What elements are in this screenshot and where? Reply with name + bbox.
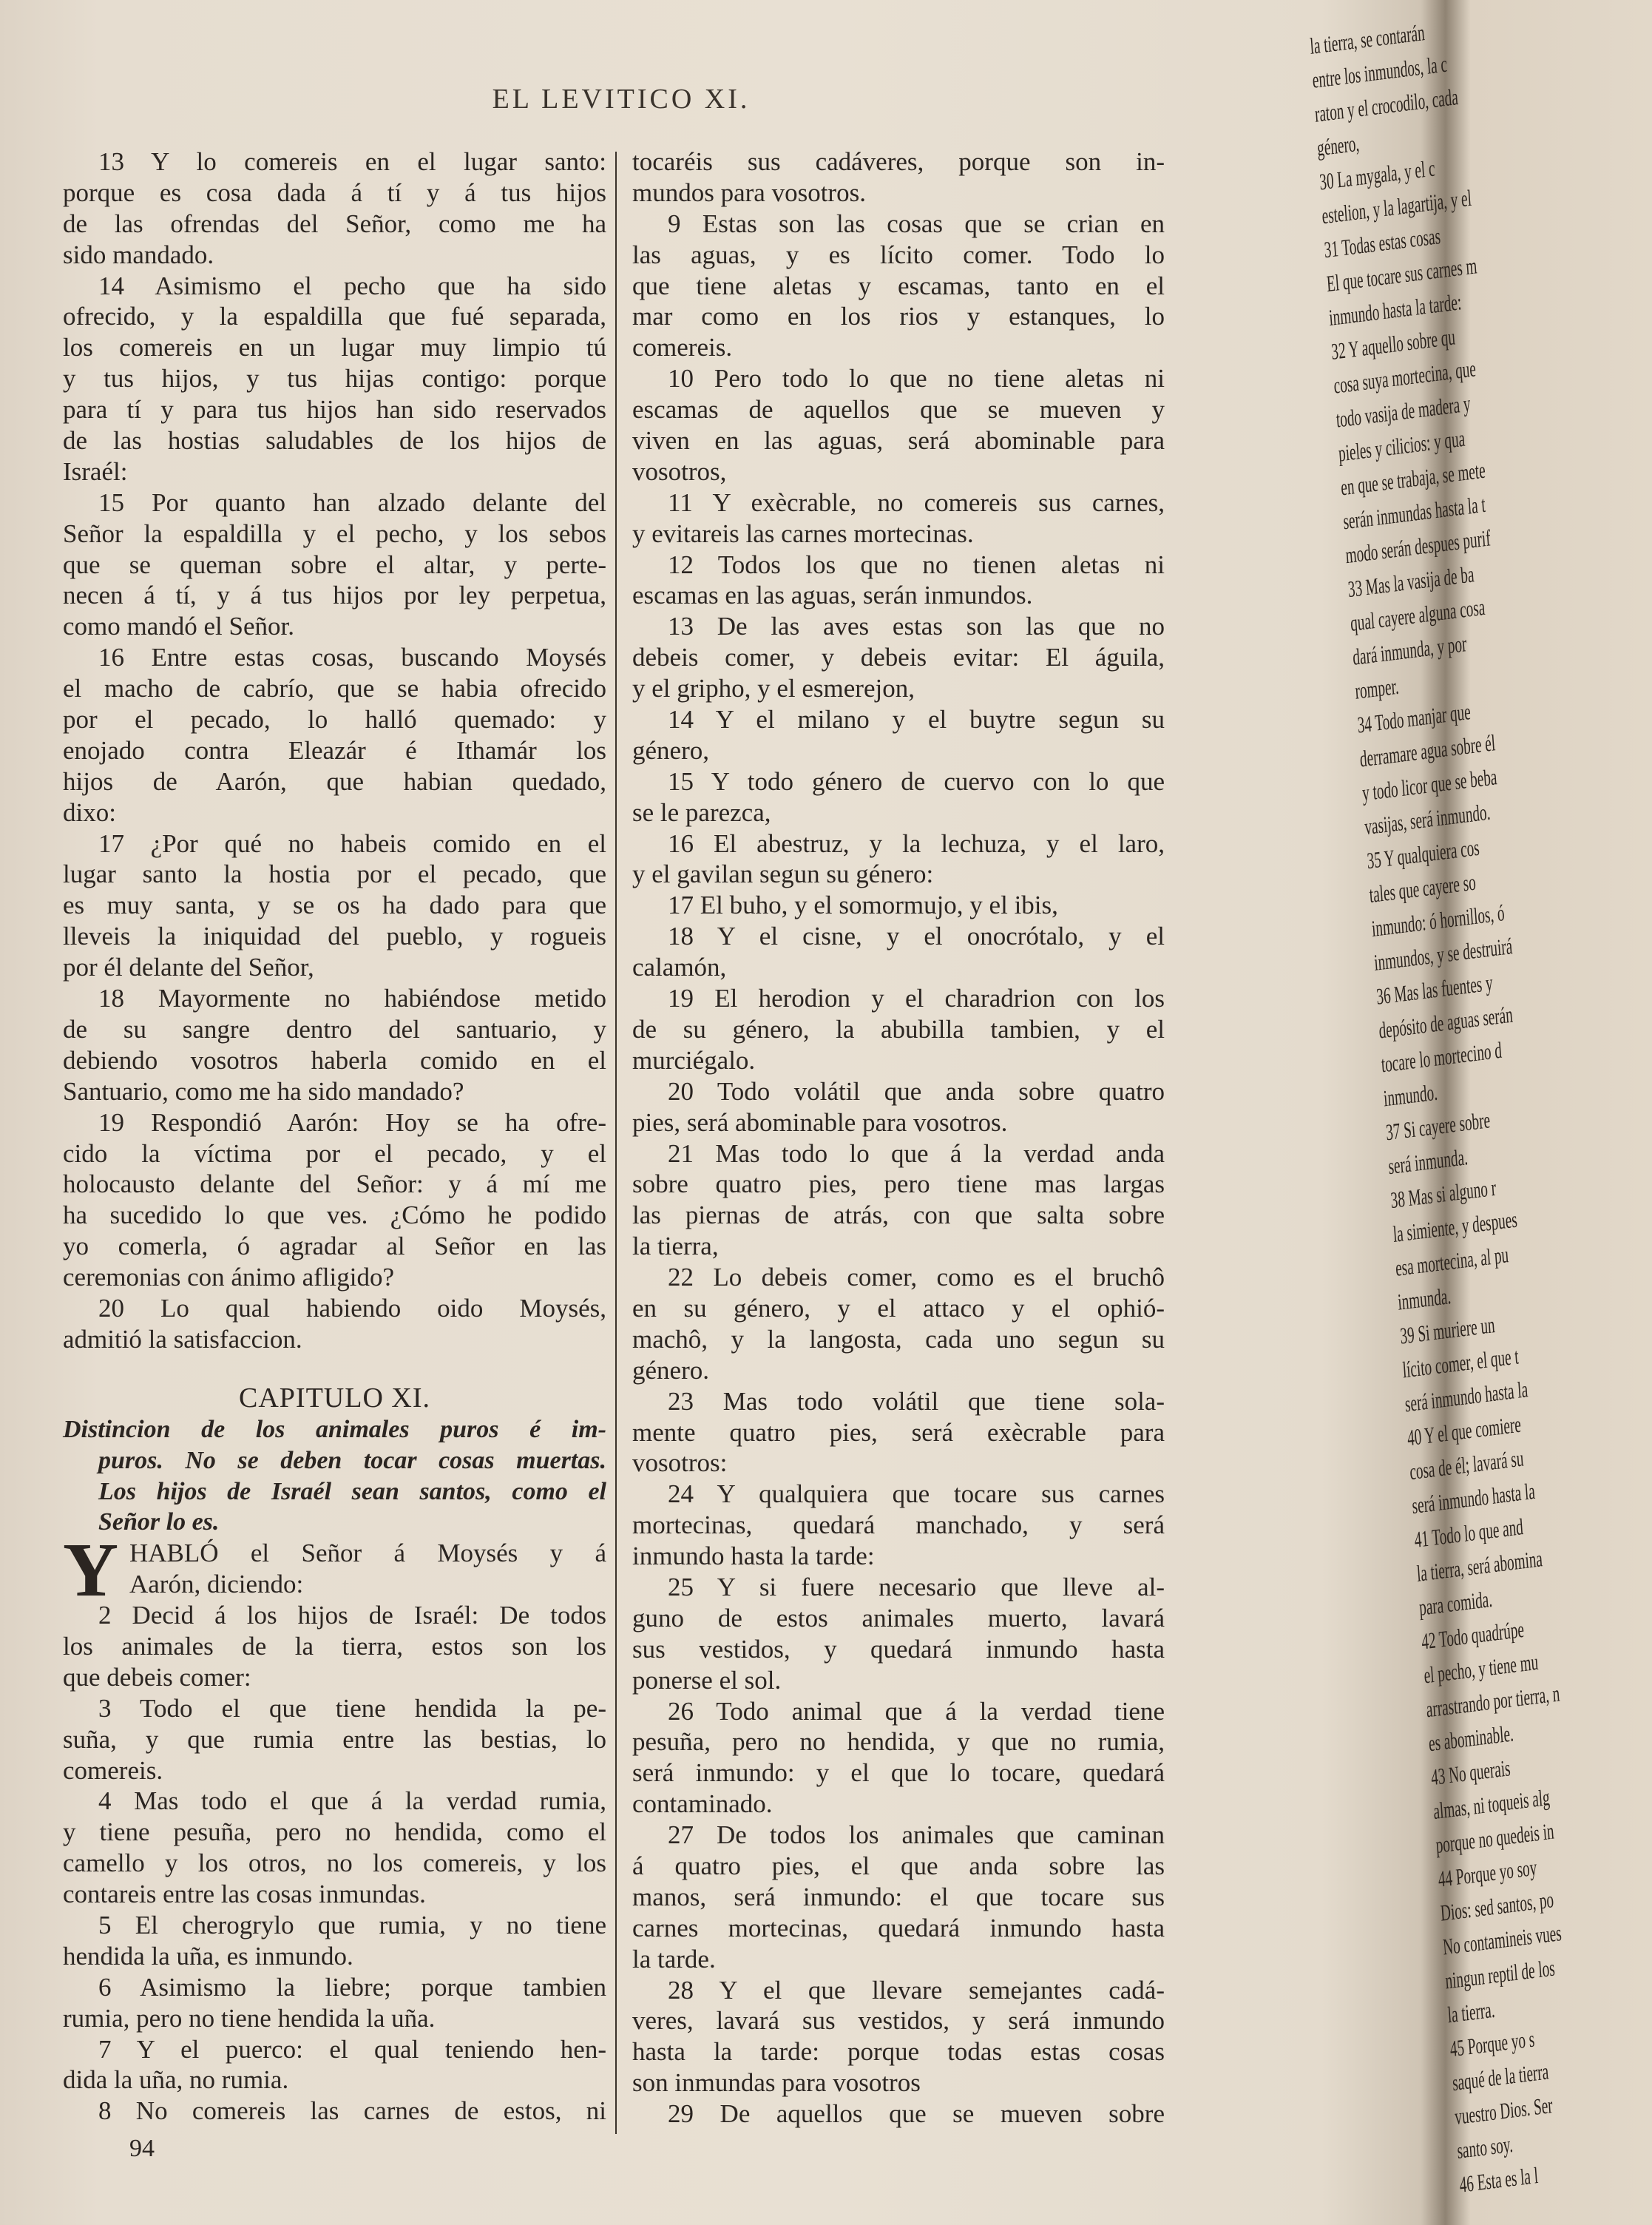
verse-line: necen á tí, y á tus hijos por ley perpetua, <box>63 581 606 610</box>
verse-line: 28 Y el que llevare semejantes cadá- <box>668 1975 1165 2005</box>
facing-line: almas, ni toqueis alg <box>1432 1783 1551 1825</box>
verse-line: 23 Mas todo volátil que tiene sola- <box>668 1386 1165 1416</box>
running-header: EL LEVITICO XI. <box>492 84 751 115</box>
facing-line: inmundo hasta la tarde: <box>1328 288 1463 331</box>
verse-line: género. <box>632 1355 709 1385</box>
facing-line: ningun reptil de los <box>1444 1954 1556 1994</box>
verse-line: machô, y la langosta, cada uno segun su <box>632 1324 1165 1354</box>
verse-line: 27 De todos los animales que caminan <box>668 1820 1165 1850</box>
facing-line: esa mortecina, al pu <box>1394 1241 1510 1281</box>
verse-paragraph <box>63 1786 606 1910</box>
facing-line: depósito de aguas serán <box>1378 1001 1514 1044</box>
facing-line: 45 Porque yo s <box>1449 2025 1536 2062</box>
verse-line: sus vestidos, y quedará inmundo hasta <box>632 1634 1165 1664</box>
facing-line: dará inmunda, y por <box>1352 630 1468 670</box>
facing-line: No contamineis vues <box>1442 1920 1563 1960</box>
facing-line: inmundo. <box>1382 1078 1438 1112</box>
verse-line: ofrecido, y la espaldilla que fué separada, <box>63 302 606 331</box>
verse-line: cido la víctima por el pecado, y el <box>63 1138 606 1168</box>
verse-paragraph <box>632 890 1165 921</box>
facing-line: lícito comer, el que t <box>1401 1343 1520 1383</box>
verse-line: 22 Lo debeis comer, como es el bruchô <box>668 1263 1165 1292</box>
verse-line: los comereis en un lugar muy limpio tú <box>63 333 606 362</box>
verse-line: el macho de cabrío, que se habia ofrecido <box>63 674 606 703</box>
column-divider <box>615 152 617 2134</box>
verse-line: será inmundo: y el que lo tocare, quedará <box>632 1758 1165 1788</box>
verse-paragraph <box>63 642 606 828</box>
verse-line: 17 ¿Por qué no habeis comido en el <box>98 828 606 858</box>
verse-line: que debeis comer: <box>63 1662 251 1692</box>
verse-line: porque es cosa dada á tí y á tus hijos <box>63 178 606 207</box>
facing-line: Dios: sed santos, po <box>1439 1886 1555 1926</box>
verse-paragraph <box>632 1975 1165 2099</box>
verse-line: lleveis la iniquidad del pueblo, y rogueis <box>63 922 606 951</box>
facing-line: la tierra, se contarán <box>1309 18 1426 59</box>
facing-line: es abominable. <box>1427 1720 1514 1757</box>
verse-line: debeis comer, y debeis evitar: El águila, <box>632 643 1165 672</box>
facing-line: el pecho, y tiene mu <box>1423 1648 1540 1689</box>
right-column <box>632 146 1165 2130</box>
verse-line: ha sucedido lo que ves. ¿Cómo he podido <box>63 1201 606 1230</box>
verse-line: los animales de la tierra, estos son los <box>63 1631 606 1661</box>
verse-line: 20 Lo qual habiendo oido Moysés, <box>98 1293 606 1323</box>
facing-line: arrastrando por tierra, n <box>1425 1680 1561 1723</box>
summary-line: Señor lo es. <box>98 1508 220 1536</box>
verse-line: 15 Por quanto han alzado delante del <box>98 487 606 517</box>
facing-line: cosa de él; lavará su <box>1409 1445 1525 1485</box>
verse-line: de las ofrendas del Señor, como me ha <box>63 209 606 238</box>
verse-line: lugar santo la hostia por el pecado, que <box>63 860 606 889</box>
verse-paragraph <box>632 1076 1165 1138</box>
verse-paragraph <box>632 1386 1165 1479</box>
verse-line: 21 Mas todo lo que á la verdad anda <box>668 1138 1165 1168</box>
verse-line: rumia, pero no tiene hendida la uña. <box>63 2003 436 2033</box>
verse-line: 20 Todo volátil que anda sobre quatro <box>668 1076 1165 1106</box>
verse-line: 24 Y qualquiera que tocare sus carnes <box>668 1479 1165 1509</box>
facing-line: 33 Mas la vasija de ba <box>1347 561 1475 603</box>
verse-line: pesuña, pero no hendida, y que no rumia, <box>632 1727 1165 1757</box>
verse-line: es muy santa, y se os ha dado para que <box>63 891 606 920</box>
verse-paragraph <box>632 1262 1165 1386</box>
facing-line: 32 Y aquello sobre qu <box>1330 323 1456 365</box>
verse-paragraph <box>632 828 1165 891</box>
verse-line: 17 El buho, y el somormujo, y el ibis, <box>668 891 1058 920</box>
verse-line: vosotros: <box>632 1448 728 1478</box>
facing-line: será inmunda. <box>1387 1144 1469 1180</box>
facing-line: 39 Si muriere un <box>1399 1311 1496 1349</box>
verse-line: pies, será abominable para vosotros. <box>632 1107 1008 1137</box>
facing-line: inmundos, y se destruirá <box>1372 933 1514 976</box>
verse-paragraph <box>632 766 1165 828</box>
verse-line: género, <box>632 735 709 765</box>
verse-line: 6 Asimismo la liebre; porque tambien <box>98 1972 606 2002</box>
verse-line: mar como en los rios y estanques, lo <box>632 302 1165 331</box>
verse-line: manos, será inmundo: el que tocare sus <box>632 1882 1165 1911</box>
chapter-summary <box>63 1414 606 1539</box>
facing-line: cosa suya mortecina, que <box>1333 355 1477 399</box>
verse-line: 12 Todos los que no tienen aletas ni <box>668 550 1165 579</box>
verse-paragraph <box>632 2099 1165 2130</box>
facing-line: El que tocare sus carnes m <box>1325 252 1478 297</box>
verse-line: 9 Estas son las cosas que se crian en <box>668 209 1165 238</box>
verse-paragraph <box>632 611 1165 704</box>
verse-line: 16 Entre estas cosas, buscando Moysés <box>98 643 606 672</box>
verse-line: 10 Pero todo lo que no tiene aletas ni <box>668 364 1165 394</box>
verse-line: de su género, la abubilla tambien, y el <box>632 1014 1165 1044</box>
verse-line: 11 Y exècrable, no comereis sus carnes, <box>668 487 1165 517</box>
facing-line: 43 No querais <box>1429 1755 1511 1791</box>
verse-line: de las hostias saludables de los hijos de <box>63 426 606 456</box>
chapter-heading: CAPITULO XI. <box>239 1382 430 1414</box>
facing-line: género, <box>1316 129 1361 161</box>
verses-chapter-10 <box>63 146 606 1355</box>
verse-line: 14 Asimismo el pecho que ha sido <box>98 271 606 300</box>
verse-line: comereis. <box>632 333 733 362</box>
facing-line: en que se trabaja, se mete <box>1340 456 1486 501</box>
facing-line: 42 Todo quadrúpe <box>1421 1615 1525 1655</box>
verse-line: enojado contra Eleazár é Ithamár los <box>63 735 606 765</box>
verse-paragraph <box>63 1293 606 1355</box>
verse-line: guno de estos animales muerto, lavará <box>632 1603 1165 1633</box>
verse-line: vosotros, <box>632 456 727 486</box>
verse-line: tocaréis sus cadáveres, porque son in- <box>632 147 1165 176</box>
verse-line: hijos de Aarón, que habian quedado, <box>63 766 606 796</box>
verse-paragraph <box>63 828 606 983</box>
verse-line: inmundo hasta la tarde: <box>632 1542 875 1571</box>
facing-line: 46 Esta es la l <box>1458 2161 1540 2198</box>
facing-line: entre los inmundos, la c <box>1311 50 1448 93</box>
facing-line: 40 Y el que comiere <box>1406 1411 1522 1451</box>
verse-line: Israél: <box>63 456 128 486</box>
facing-line: 37 Si cayere sobre <box>1385 1107 1492 1146</box>
facing-line: tocare lo mortecino d <box>1380 1036 1503 1078</box>
verse-line: Señor la espaldilla y el pecho, y los sebos <box>63 519 606 548</box>
verse-line: ponerse el sol. <box>632 1665 782 1695</box>
facing-line: modo serán despues purif <box>1344 524 1492 569</box>
opening-line: Aarón, diciendo: <box>129 1570 304 1599</box>
facing-line: será inmundo hasta la <box>1404 1376 1529 1417</box>
verse-line: 19 El herodion y el charadrion con los <box>668 984 1165 1013</box>
verse-line: se le parezca, <box>632 797 771 827</box>
facing-line: 41 Todo lo que and <box>1413 1513 1524 1553</box>
verse-line: escamas de aquellos que se mueven y <box>632 395 1165 425</box>
summary-line: Distincion de los animales puros é im- <box>63 1415 606 1443</box>
verse-line: á quatro pies, el que anda sobre las <box>632 1851 1165 1880</box>
facing-line: 38 Mas si alguno r <box>1389 1174 1497 1214</box>
summary-line: puros. No se deben tocar cosas muertas. <box>98 1446 606 1474</box>
verse-line: suña, y que rumia entre las bestias, lo <box>63 1724 606 1754</box>
verse-line: 13 De las aves estas son las que no <box>668 612 1165 641</box>
verse-line: 2 Decid á los hijos de Israél: De todos <box>98 1601 606 1630</box>
drop-cap: Y <box>63 1527 119 1613</box>
verse-line: 8 No comereis las carnes de estos, ni <box>98 2096 606 2126</box>
verse-line: 14 Y el milano y el buytre segun su <box>668 705 1165 735</box>
verse-line: 15 Y todo género de cuervo con lo que <box>668 766 1165 796</box>
page-number: 94 <box>129 2135 155 2162</box>
verse-paragraph <box>632 983 1165 1076</box>
verse-line: 26 Todo animal que á la verdad tiene <box>668 1696 1165 1726</box>
verse-line: 3 Todo el que tiene hendida la pe- <box>98 1693 606 1723</box>
facing-line: 31 Todas estas cosas <box>1323 223 1441 263</box>
facing-line: será inmundo hasta la <box>1411 1477 1536 1519</box>
verse-line: 25 Y si fuere necesario que lleve al- <box>668 1572 1165 1601</box>
verse-line: carnes mortecinas, quedará inmundo hasta <box>632 1913 1165 1942</box>
verse-line: holocausto delante del Señor: y á mí me <box>63 1169 606 1199</box>
verse-line: calamón, <box>632 953 727 982</box>
verses-chapter-11 <box>63 1600 606 2127</box>
verse-line: ceremonias con ánimo afligido? <box>63 1263 395 1292</box>
facing-line: y todo licor que se beba <box>1361 763 1498 806</box>
verse-line: Santuario, como me ha sido mandado? <box>63 1076 464 1106</box>
verse-line: para tí y para tus hijos han sido reservados <box>63 395 606 425</box>
verse-line: por él delante del Señor, <box>63 953 314 982</box>
left-column <box>63 146 606 2127</box>
verse-line: murciégalo. <box>632 1045 756 1075</box>
verse-line: 19 Respondió Aarón: Hoy se ha ofre- <box>98 1107 606 1137</box>
verse-line: 18 Mayormente no habiéndose metido <box>98 984 606 1013</box>
verse-line: que tiene aletas y escamas, tanto en el <box>632 271 1165 300</box>
verse-line: 7 Y el puerco: el qual teniendo hen- <box>98 2034 606 2064</box>
verse-line: contaminado. <box>632 1789 773 1819</box>
facing-line: 30 La mygala, y el c <box>1318 155 1436 195</box>
verse-line: 29 De aquellos que se mueven sobre <box>668 2099 1165 2129</box>
verse-line: 18 Y el cisne, y el onocrótalo, y el <box>668 922 1165 951</box>
verse-paragraph <box>632 1138 1165 1263</box>
verse-line: 5 El cherogrylo que rumia, y no tiene <box>98 1910 606 1939</box>
facing-line: la simiente, y despues <box>1392 1206 1518 1247</box>
facing-line: tales que cayere so <box>1368 868 1477 908</box>
verse-line: yo comerla, ó agradar al Señor en las <box>63 1232 606 1261</box>
facing-line: la tierra. <box>1446 1996 1496 2028</box>
verse-paragraph <box>63 146 606 271</box>
verse-paragraph <box>63 1972 606 2034</box>
verse-line: debiendo vosotros haberla comido en el <box>63 1045 606 1075</box>
verse-line: como mandó el Señor. <box>63 612 295 641</box>
facing-line: 44 Porque yo soy <box>1437 1854 1538 1892</box>
verse-line: son inmundas para vosotros <box>632 2068 921 2098</box>
verse-paragraph <box>63 983 606 1107</box>
verse-line: camello y los otros, no los comereis, y los <box>63 1848 606 1878</box>
verse-line: que se queman sobre el altar, y perte- <box>63 550 606 579</box>
verse-line: 4 Mas todo el que á la verdad rumia, <box>98 1786 606 1816</box>
verse-paragraph <box>632 1479 1165 1572</box>
facing-line: santo soy. <box>1456 2130 1514 2164</box>
verse-paragraph <box>632 487 1165 550</box>
facing-line: vuestro Dios. Ser <box>1454 2091 1554 2130</box>
verse-paragraph <box>63 487 606 642</box>
facing-line: serán inmundas hasta la t <box>1342 490 1486 535</box>
verse-paragraph <box>632 550 1165 612</box>
facing-line: romper. <box>1354 672 1400 704</box>
facing-line: porque no quedeis in <box>1435 1817 1555 1858</box>
verse-line: mundos para vosotros. <box>632 178 866 207</box>
facing-line: pieles y cilicios: y qua <box>1337 425 1466 467</box>
facing-line: saqué de la tierra <box>1451 2058 1550 2096</box>
verse-paragraph <box>63 271 606 487</box>
facing-page-fragment <box>1301 15 1563 2225</box>
verse-paragraph <box>632 921 1165 983</box>
facing-line: todo vasija de madera y <box>1335 390 1472 433</box>
facing-line: raton y el crocodilo, cada <box>1313 83 1459 127</box>
verse-line: sido mandado. <box>63 240 214 269</box>
verse-line: dixo: <box>63 797 116 827</box>
verse-line: mente quatro pies, será exècrable para <box>632 1417 1165 1447</box>
verse-line: viven en las aguas, será abominable para <box>632 426 1165 456</box>
facing-line: 36 Mas las fuentes y <box>1375 969 1494 1010</box>
verse-line: y el gripho, y el esmerejon, <box>632 674 915 703</box>
verse-paragraph <box>632 1696 1165 1820</box>
verse-line: escamas en las aguas, serán inmundos. <box>632 581 1033 610</box>
verse-paragraph <box>63 2096 606 2127</box>
verse-line: hasta la tarde: porque todas estas cosas <box>632 2037 1165 2067</box>
chapter-opening <box>63 1527 606 1613</box>
verse-line: admitió la satisfaccion. <box>63 1324 302 1354</box>
verse-line: dida la uña, no rumia. <box>63 2065 289 2095</box>
verse-paragraph <box>632 1820 1165 1974</box>
verse-paragraph <box>632 209 1165 363</box>
verse-line: 13 Y lo comereis en el lugar santo: <box>98 147 606 176</box>
facing-line: inmundo: ó hornillos, ó <box>1370 899 1506 942</box>
facing-line: 34 Todo manjar que <box>1356 698 1472 738</box>
verse-line: sobre quatro pies, pero tiene mas largas <box>632 1169 1165 1199</box>
facing-line: inmunda. <box>1397 1283 1452 1315</box>
verse-line: y el gavilan segun su género: <box>632 860 934 889</box>
verse-line: la tarde. <box>632 1944 716 1974</box>
opening-line: HABLÓ el Señor á Moysés y á <box>129 1539 606 1568</box>
verse-line: y tus hijos, y tus hijas contigo: porque <box>63 364 606 394</box>
facing-line: para comida. <box>1418 1585 1494 1621</box>
verse-line: contareis entre las cosas inmundas. <box>63 1880 426 1909</box>
verse-line: comereis. <box>63 1755 163 1785</box>
verse-paragraph <box>63 1693 606 1786</box>
summary-line: Los hijos de Israél sean santos, como el <box>98 1477 606 1505</box>
verse-line: veres, lavará sus vestidos, y será inmundo <box>632 2006 1165 2036</box>
verse-line: de su sangre dentro del santuario, y <box>63 1014 606 1044</box>
verse-paragraph <box>63 2034 606 2096</box>
verse-paragraph <box>63 1600 606 1693</box>
verse-paragraph <box>632 363 1165 487</box>
facing-line: estelion, y la lagartija, y el <box>1321 184 1472 229</box>
verse-paragraph <box>632 704 1165 766</box>
verse-line: y tiene pesuña, pero no hendida, como el <box>63 1817 606 1847</box>
verse-paragraph <box>63 1910 606 1972</box>
facing-line: qual cayere alguna cosa <box>1349 593 1486 636</box>
verse-line: por el pecado, lo halló quemado: y <box>63 705 606 735</box>
facing-line: 35 Y qualquiera cos <box>1366 834 1480 874</box>
verse-line: y evitareis las carnes mortecinas. <box>632 519 974 548</box>
verse-line: en su género, y el attaco y el ophió- <box>632 1293 1165 1323</box>
verse-line: mortecinas, quedará manchado, y será <box>632 1510 1165 1540</box>
facing-line: la tierra, será abomina <box>1415 1545 1543 1587</box>
verse-line: las piernas de atrás, con que salta sobre <box>632 1201 1165 1230</box>
verse-paragraph <box>632 1572 1165 1696</box>
verse-line: las aguas, y es lícito comer. Todo lo <box>632 240 1165 269</box>
verse-line: hendida la uña, es inmundo. <box>63 1941 353 1971</box>
verse-paragraph <box>63 1107 606 1293</box>
verse-paragraph <box>632 146 1165 209</box>
facing-line: derramare agua sobre él <box>1358 729 1497 772</box>
verse-line: la tierra, <box>632 1232 719 1261</box>
facing-line: vasijas, será inmundo. <box>1364 798 1492 840</box>
verse-line: 16 El abestruz, y la lechuza, y el laro, <box>668 828 1165 858</box>
